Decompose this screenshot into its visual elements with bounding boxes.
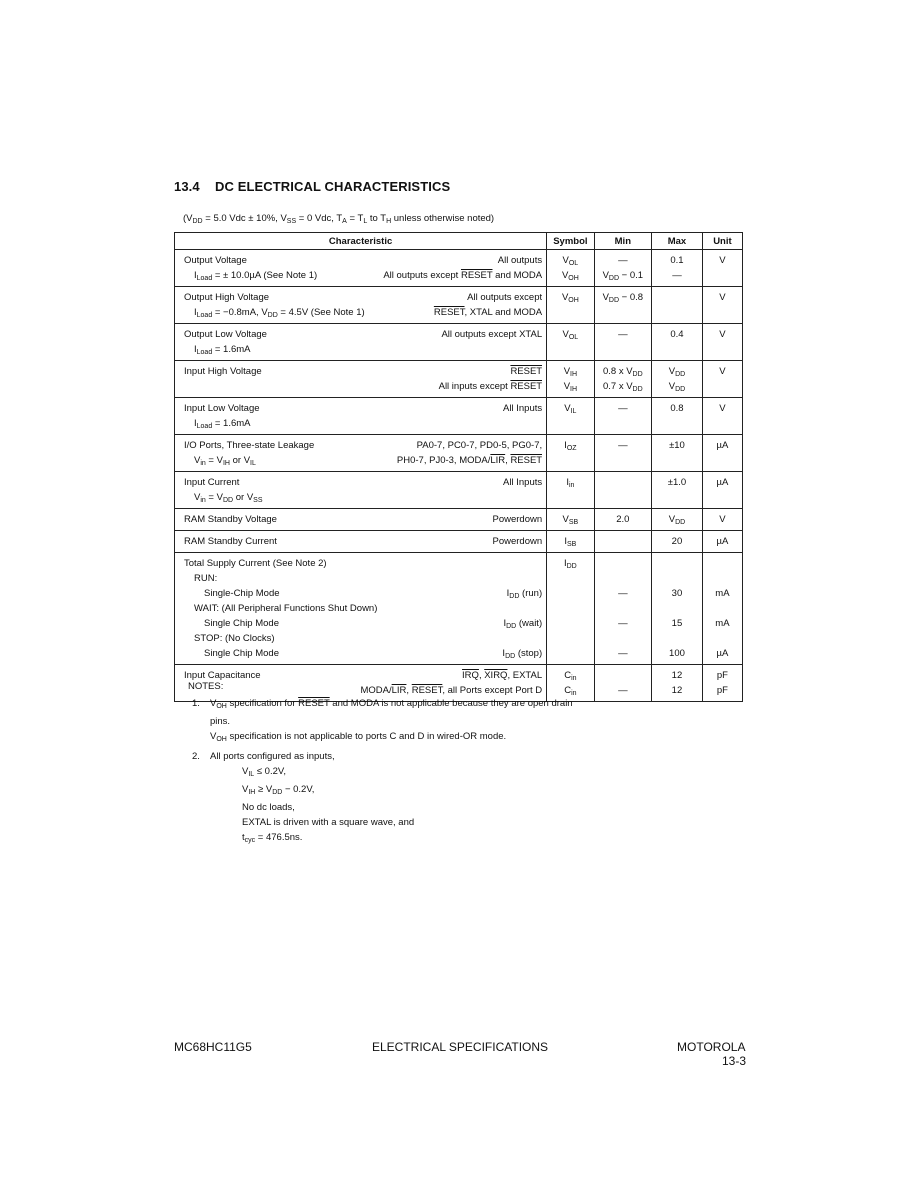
max-cell bbox=[652, 287, 703, 324]
characteristic-label: Single Chip Mode bbox=[204, 648, 279, 659]
unit-cell bbox=[702, 665, 742, 702]
max-value: 20 bbox=[671, 536, 683, 547]
max-cell bbox=[652, 361, 703, 398]
symbol-value: $V_{OH}$ bbox=[561, 270, 579, 282]
max-cell bbox=[652, 324, 703, 361]
symbol-cell bbox=[547, 472, 594, 509]
unit-cell bbox=[702, 324, 742, 361]
symbol-value bbox=[549, 490, 591, 505]
characteristic-condition: Powerdown bbox=[492, 536, 543, 547]
table-row bbox=[175, 398, 743, 435]
min-value bbox=[597, 490, 649, 505]
notes-title: NOTES: bbox=[188, 681, 224, 692]
characteristic-cell bbox=[175, 531, 547, 553]
characteristic-condition: $I_{DD}$ (stop) bbox=[502, 648, 543, 660]
unit-value bbox=[705, 571, 740, 586]
characteristic-condition: MODA/$\overline{LIR}$, RESET, all Ports except Port D bbox=[360, 685, 543, 696]
characteristic-label: RUN: bbox=[194, 573, 218, 584]
symbol-value bbox=[549, 601, 591, 616]
characteristic-label: Output High Voltage bbox=[184, 292, 270, 303]
test-conditions bbox=[183, 213, 494, 225]
characteristic-label: STOP: (No Clocks) bbox=[194, 633, 275, 644]
characteristic-cell bbox=[175, 250, 547, 287]
characteristic-cell bbox=[175, 472, 547, 509]
page-number: 13-3 bbox=[721, 1054, 746, 1068]
symbol-cell bbox=[547, 531, 594, 553]
max-cell bbox=[652, 509, 703, 531]
min-value: 2.0 bbox=[616, 514, 630, 525]
unit-value bbox=[705, 342, 740, 357]
characteristic-condition: $I_{DD}$ (run) bbox=[506, 588, 543, 600]
characteristic-condition: All outputs bbox=[497, 255, 543, 266]
cond-text: (V bbox=[183, 213, 193, 224]
max-value: 15 bbox=[671, 618, 683, 629]
max-value bbox=[654, 453, 700, 468]
characteristic-condition: PA0-7, PC0-7, PD0-5, PG0-7, bbox=[416, 440, 543, 451]
min-cell bbox=[594, 250, 651, 287]
max-value bbox=[654, 490, 700, 505]
max-value bbox=[654, 290, 700, 305]
characteristic-cell bbox=[175, 553, 547, 665]
max-value bbox=[654, 631, 700, 646]
min-value bbox=[597, 305, 649, 320]
characteristic-condition: All outputs except bbox=[467, 292, 543, 303]
table-header-row bbox=[175, 233, 743, 250]
unit-value: V bbox=[719, 255, 726, 266]
characteristic-condition: PH0-7, PJ0-3, MODA/$\overline{LIR}$, RESET bbox=[396, 455, 543, 466]
cond-text: = 5.0 Vdc ± 10%, V bbox=[202, 213, 287, 224]
max-value: — bbox=[672, 270, 682, 281]
symbol-value: $V_{OL}$ bbox=[562, 255, 579, 267]
table-row bbox=[175, 287, 743, 324]
max-value: ±10 bbox=[669, 440, 685, 451]
note-condition-item: $V_{IH} \ge V_{DD} - 0.2V$, bbox=[242, 784, 315, 796]
min-value bbox=[597, 534, 649, 549]
min-value: — bbox=[618, 648, 628, 659]
unit-value bbox=[705, 416, 740, 431]
max-value: $V_{DD}$ bbox=[668, 366, 686, 378]
characteristic-label: WAIT: (All Peripheral Functions Shut Down) bbox=[194, 603, 378, 614]
symbol-cell bbox=[547, 435, 594, 472]
dc-characteristics-table bbox=[174, 232, 743, 702]
header-max: Max bbox=[652, 233, 703, 250]
table-row bbox=[175, 250, 743, 287]
max-value: 0.8 bbox=[670, 403, 684, 414]
max-value: ±1.0 bbox=[667, 477, 687, 488]
note-condition-item: $t_{cyc} = 476.5ns$. bbox=[242, 832, 303, 844]
characteristic-label: $I_{Load} = 1.6mA$ bbox=[194, 418, 251, 430]
symbol-value: $V_{OL}$ bbox=[562, 329, 579, 341]
note-number: 1. bbox=[192, 698, 200, 709]
note-condition-item: $V_{IL} \le 0.2V$, bbox=[242, 766, 286, 778]
cond-text: unless otherwise noted) bbox=[391, 213, 495, 224]
characteristic-cell bbox=[175, 509, 547, 531]
characteristic-label: Output Voltage bbox=[184, 255, 247, 266]
symbol-value bbox=[549, 416, 591, 431]
characteristic-cell bbox=[175, 398, 547, 435]
max-value bbox=[654, 416, 700, 431]
max-value: 30 bbox=[671, 588, 683, 599]
symbol-value: $V_{OH}$ bbox=[561, 292, 579, 304]
unit-value bbox=[705, 631, 740, 646]
max-cell bbox=[652, 398, 703, 435]
unit-cell bbox=[702, 553, 742, 665]
note-text: All ports configured as inputs, bbox=[210, 751, 335, 762]
characteristic-label: Input Current bbox=[184, 477, 240, 488]
unit-value: V bbox=[719, 329, 726, 340]
header-symbol: Symbol bbox=[547, 233, 594, 250]
symbol-value: $I_{SB}$ bbox=[564, 536, 577, 548]
symbol-cell bbox=[547, 509, 594, 531]
min-value: — bbox=[618, 440, 628, 451]
max-value bbox=[654, 556, 700, 571]
min-cell bbox=[594, 398, 651, 435]
table-row bbox=[175, 509, 743, 531]
unit-cell bbox=[702, 435, 742, 472]
characteristic-label: Single-Chip Mode bbox=[204, 588, 280, 599]
unit-value: µA bbox=[716, 477, 729, 488]
max-value: 12 bbox=[671, 685, 683, 696]
notes-section bbox=[188, 679, 590, 848]
note-number: 2. bbox=[192, 751, 200, 762]
characteristic-label: $V_{in} = V_{IH}$ or $V_{IL}$ bbox=[194, 455, 256, 467]
header-characteristic: Characteristic bbox=[175, 233, 547, 250]
characteristic-condition: RESET bbox=[510, 366, 543, 377]
min-value: — bbox=[618, 329, 628, 340]
symbol-value: $V_{IH}$ bbox=[563, 381, 578, 393]
max-value bbox=[654, 571, 700, 586]
unit-value: mA bbox=[715, 618, 730, 629]
unit-cell bbox=[702, 509, 742, 531]
min-cell bbox=[594, 665, 651, 702]
note-1 bbox=[188, 696, 590, 747]
symbol-cell bbox=[547, 287, 594, 324]
footer-brand: MOTOROLA bbox=[677, 1040, 746, 1054]
characteristic-label: RAM Standby Current bbox=[184, 536, 277, 547]
symbol-value bbox=[549, 453, 591, 468]
max-value: 0.1 bbox=[670, 255, 684, 266]
unit-value: V bbox=[719, 514, 726, 525]
characteristic-condition: All Inputs bbox=[503, 403, 543, 414]
min-value: — bbox=[618, 403, 628, 414]
symbol-value bbox=[549, 586, 591, 601]
unit-value: mA bbox=[715, 588, 730, 599]
characteristic-cell bbox=[175, 435, 547, 472]
unit-cell bbox=[702, 250, 742, 287]
symbol-value bbox=[549, 616, 591, 631]
min-value bbox=[597, 416, 649, 431]
note-condition-item: EXTAL is driven with a square wave, and bbox=[242, 817, 415, 828]
cond-sub: L bbox=[363, 218, 368, 225]
symbol-value: $V_{IH}$ bbox=[563, 366, 578, 378]
characteristic-label: Total Supply Current (See Note 2) bbox=[184, 558, 327, 569]
cond-sub: A bbox=[342, 218, 347, 225]
header-unit: Unit bbox=[702, 233, 742, 250]
unit-value bbox=[705, 601, 740, 616]
unit-value bbox=[705, 453, 740, 468]
characteristic-condition: Powerdown bbox=[492, 514, 543, 525]
section-title: DC ELECTRICAL CHARACTERISTICS bbox=[215, 179, 451, 194]
table-body bbox=[175, 250, 743, 702]
min-value bbox=[597, 601, 649, 616]
min-value bbox=[597, 571, 649, 586]
symbol-value: $I_{OZ}$ bbox=[564, 440, 577, 452]
footer-part-number: MC68HC11G5 bbox=[174, 1040, 252, 1054]
min-cell bbox=[594, 531, 651, 553]
characteristic-label: I/O Ports, Three-state Leakage bbox=[184, 440, 315, 451]
header-min: Min bbox=[594, 233, 651, 250]
cond-sub: DD bbox=[192, 218, 203, 225]
max-cell bbox=[652, 250, 703, 287]
max-value: 100 bbox=[669, 648, 685, 659]
unit-cell bbox=[702, 531, 742, 553]
characteristic-label: Single Chip Mode bbox=[204, 618, 279, 629]
symbol-cell bbox=[547, 250, 594, 287]
characteristic-label: Input Capacitance bbox=[184, 670, 261, 681]
unit-value: pF bbox=[716, 685, 728, 696]
cond-sub: SS bbox=[286, 218, 297, 225]
unit-value: V bbox=[719, 366, 726, 377]
max-cell bbox=[652, 553, 703, 665]
table-row bbox=[175, 324, 743, 361]
max-value bbox=[654, 601, 700, 616]
table-row bbox=[175, 435, 743, 472]
characteristic-condition: All outputs except RESET and MODA bbox=[383, 270, 543, 281]
characteristic-label: $I_{Load}$ = ± 10.0µA (See Note 1) bbox=[194, 270, 318, 282]
unit-cell bbox=[702, 472, 742, 509]
characteristic-label: Input Low Voltage bbox=[184, 403, 260, 414]
symbol-value bbox=[549, 571, 591, 586]
characteristic-label: Input High Voltage bbox=[184, 366, 262, 377]
max-value bbox=[654, 305, 700, 320]
max-cell bbox=[652, 665, 703, 702]
characteristic-condition: $I_{DD}$ (wait) bbox=[503, 618, 543, 630]
characteristic-label: $V_{in} = V_{DD}$ or $V_{SS}$ bbox=[194, 492, 263, 504]
unit-value: µA bbox=[716, 648, 729, 659]
min-cell bbox=[594, 324, 651, 361]
min-cell bbox=[594, 287, 651, 324]
unit-value bbox=[705, 305, 740, 320]
symbol-value bbox=[549, 631, 591, 646]
characteristic-label: $I_{Load} = -0.8mA$, $V_{DD} = 4.5V$ (See Note 1) bbox=[194, 307, 365, 319]
characteristic-cell bbox=[175, 287, 547, 324]
min-value: 0.8 x $V_{DD}$ bbox=[602, 366, 643, 378]
unit-value: µA bbox=[716, 536, 729, 547]
max-value bbox=[654, 342, 700, 357]
unit-value bbox=[705, 556, 740, 571]
characteristic-label: $I_{Load} = 1.6mA$ bbox=[194, 344, 251, 356]
characteristic-cell bbox=[175, 361, 547, 398]
table-row bbox=[175, 553, 743, 665]
symbol-value bbox=[549, 342, 591, 357]
unit-value: V bbox=[719, 292, 726, 303]
min-value bbox=[597, 475, 649, 490]
unit-value: pF bbox=[716, 670, 728, 681]
symbol-cell bbox=[547, 553, 594, 665]
min-value bbox=[597, 668, 649, 683]
unit-value: µA bbox=[716, 440, 729, 451]
table-row bbox=[175, 361, 743, 398]
unit-value: V bbox=[719, 403, 726, 414]
max-cell bbox=[652, 531, 703, 553]
cond-text: = 0 Vdc, T bbox=[296, 213, 343, 224]
characteristic-condition: RESET, XTAL and MODA bbox=[433, 307, 543, 318]
min-cell bbox=[594, 553, 651, 665]
max-value: 12 bbox=[671, 670, 683, 681]
symbol-cell bbox=[547, 361, 594, 398]
symbol-value: $V_{IL}$ bbox=[564, 403, 577, 415]
cond-text: = T bbox=[346, 213, 364, 224]
characteristic-condition: All Inputs bbox=[503, 477, 543, 488]
note-text: $V_{OH}$ specification is not applicable to ports C and D in wired-OR mode. bbox=[210, 731, 507, 743]
min-value bbox=[597, 342, 649, 357]
characteristic-cell bbox=[175, 324, 547, 361]
unit-value bbox=[705, 490, 740, 505]
min-cell bbox=[594, 472, 651, 509]
min-value: — bbox=[618, 618, 628, 629]
max-value: $V_{DD}$ bbox=[668, 381, 686, 393]
note-text: $V_{OH}$ specification for RESET and MODA is not applicable because they are open drain pins. bbox=[210, 698, 573, 727]
section-number: 13.4 bbox=[174, 179, 200, 194]
characteristic-condition: All outputs except XTAL bbox=[441, 329, 543, 340]
symbol-value: $V_{SB}$ bbox=[562, 514, 579, 526]
note-2 bbox=[188, 749, 590, 848]
symbol-cell bbox=[547, 398, 594, 435]
table-row bbox=[175, 472, 743, 509]
min-value: — bbox=[618, 588, 628, 599]
min-value: — bbox=[618, 685, 628, 696]
characteristic-condition: All inputs except RESET bbox=[438, 381, 543, 392]
characteristic-condition: $\overline{IRQ}$, XIRQ, EXTAL bbox=[462, 670, 543, 681]
max-cell bbox=[652, 472, 703, 509]
max-value: $V_{DD}$ bbox=[668, 514, 686, 526]
footer-chapter: ELECTRICAL SPECIFICATIONS bbox=[372, 1040, 549, 1054]
max-value: 0.4 bbox=[670, 329, 684, 340]
unit-cell bbox=[702, 398, 742, 435]
cond-sub: H bbox=[386, 218, 392, 225]
symbol-value bbox=[549, 646, 591, 661]
min-value: 0.7 x $V_{DD}$ bbox=[602, 381, 643, 393]
symbol-value: $C_{in}$ bbox=[564, 685, 577, 697]
min-value bbox=[597, 453, 649, 468]
note-conditions-list bbox=[210, 764, 590, 848]
unit-value bbox=[705, 379, 740, 394]
max-cell bbox=[652, 435, 703, 472]
symbol-value: $I_{DD}$ bbox=[563, 558, 577, 570]
symbol-value: $I_{in}$ bbox=[566, 477, 575, 489]
characteristic-label: Output Low Voltage bbox=[184, 329, 267, 340]
characteristic-label: RAM Standby Voltage bbox=[184, 514, 277, 525]
symbol-value: $C_{in}$ bbox=[564, 670, 577, 682]
note-condition-item: No dc loads, bbox=[242, 802, 295, 813]
section-heading bbox=[174, 179, 450, 194]
unit-value bbox=[705, 268, 740, 283]
min-cell bbox=[594, 435, 651, 472]
min-cell bbox=[594, 361, 651, 398]
symbol-cell bbox=[547, 324, 594, 361]
unit-cell bbox=[702, 361, 742, 398]
min-cell bbox=[594, 509, 651, 531]
min-value bbox=[597, 631, 649, 646]
min-value: — bbox=[618, 255, 628, 266]
unit-cell bbox=[702, 287, 742, 324]
min-value: $V_{DD} - 0.8$ bbox=[602, 292, 644, 304]
min-value: $V_{DD} - 0.1$ bbox=[602, 270, 644, 282]
cond-text: to T bbox=[367, 213, 387, 224]
table-row bbox=[175, 531, 743, 553]
symbol-value bbox=[549, 305, 591, 320]
min-value bbox=[597, 556, 649, 571]
